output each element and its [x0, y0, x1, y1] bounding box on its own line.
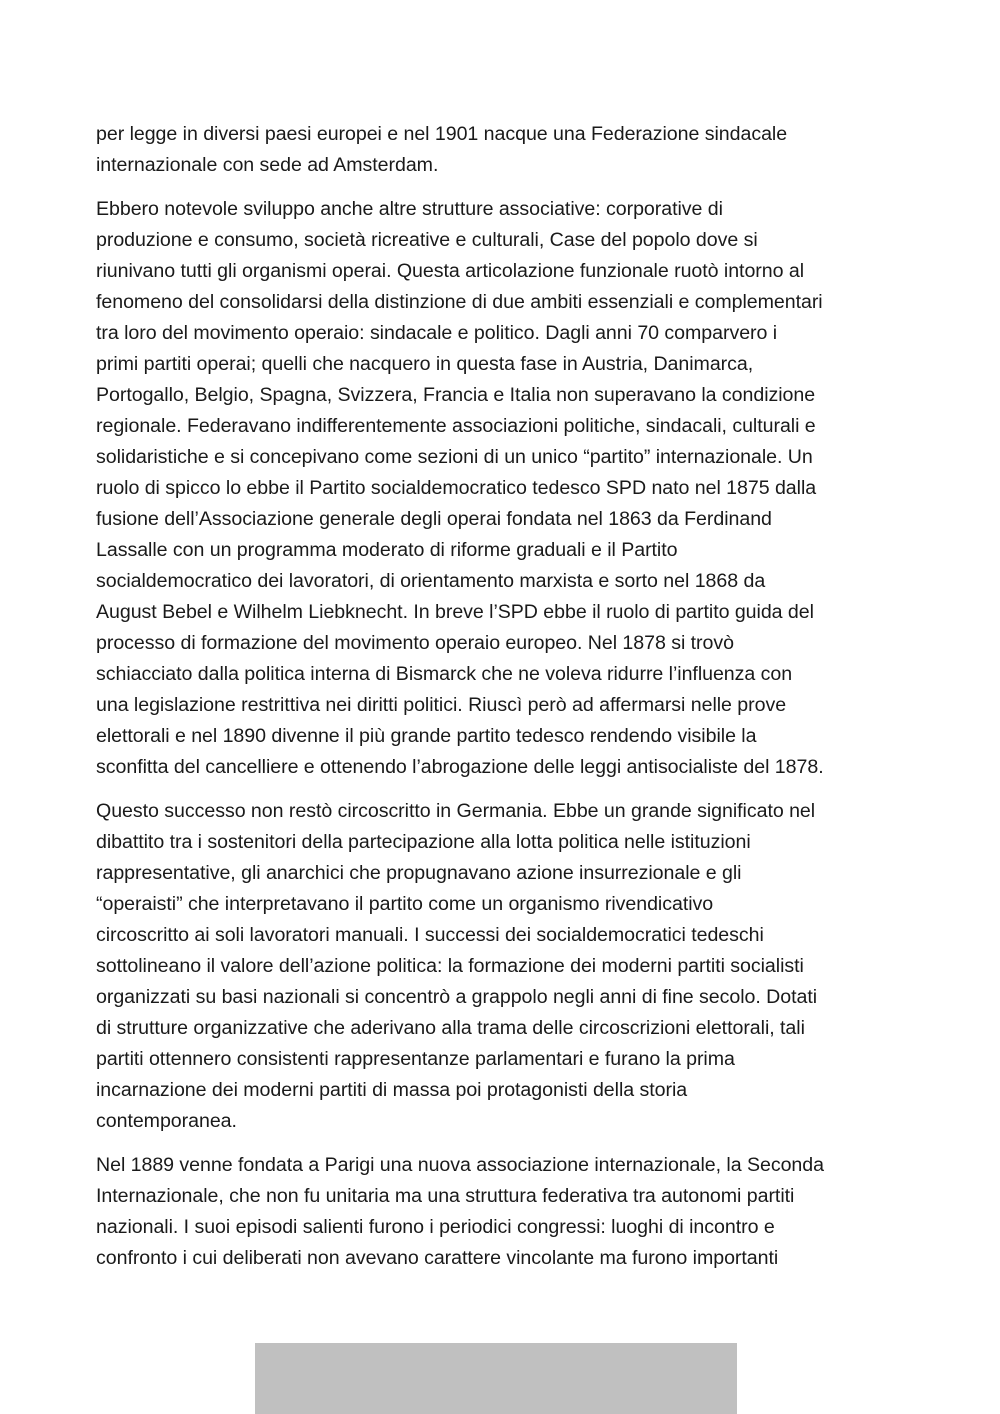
- text-line: sconfitta del cancelliere e ottenendo l’abrogazione delle leggi antisocialiste del 1878.: [96, 756, 824, 778]
- text-line: Nel 1889 venne fondata a Parigi una nuova associazione internazionale, la Seconda: [96, 1154, 824, 1176]
- document-body: [96, 119, 908, 1287]
- text-line: Ebbero notevole sviluppo anche altre strutture associative: corporative di: [96, 198, 723, 220]
- text-line: ruolo di spicco lo ebbe il Partito socialdemocratico tedesco SPD nato nel 1875 dalla: [96, 477, 817, 499]
- text-line: socialdemocratico dei lavoratori, di orientamento marxista e sorto nel 1868 da: [96, 570, 766, 592]
- text-line: sottolineano il valore dell’azione politica: la formazione dei moderni partiti socialisti: [96, 955, 804, 977]
- text-line: produzione e consumo, società ricreative e culturali, Case del popolo dove si: [96, 229, 758, 251]
- text-line: Internazionale, che non fu unitaria ma una struttura federativa tra autonomi partiti: [96, 1185, 795, 1207]
- text-line: processo di formazione del movimento operaio europeo. Nel 1878 si trovò: [96, 632, 734, 654]
- text-line: Lassalle con un programma moderato di riforme graduali e il Partito: [96, 539, 678, 561]
- text-line: August Bebel e Wilhelm Liebknecht. In breve l’SPD ebbe il ruolo di partito guida del: [96, 601, 814, 623]
- text-line: incarnazione dei moderni partiti di massa poi protagonisti della storia: [96, 1079, 688, 1101]
- paragraph-2: [96, 194, 908, 783]
- text-line: fusione dell’Associazione generale degli operai fondata nel 1863 da Ferdinand: [96, 508, 772, 530]
- text-line: regionale. Federavano indifferentemente associazioni politiche, sindacali, culturali e: [96, 415, 816, 437]
- text-line: schiacciato dalla politica interna di Bismarck che ne voleva ridurre l’influenza con: [96, 663, 793, 685]
- footer-placeholder-bar: [255, 1343, 737, 1414]
- text-line: Portogallo, Belgio, Spagna, Svizzera, Francia e Italia non superavano la condizione: [96, 384, 816, 406]
- text-line: “operaisti” che interpretavano il partito come un organismo rivendicativo: [96, 893, 714, 915]
- text-line: tra loro del movimento operaio: sindacale e politico. Dagli anni 70 comparvero i: [96, 322, 778, 344]
- text-line: fenomeno del consolidarsi della distinzione di due ambiti essenziali e complementari: [96, 291, 823, 313]
- text-line: per legge in diversi paesi europei e nel 1901 nacque una Federazione sindacale: [96, 123, 788, 145]
- text-line: di strutture organizzative che aderivano alla trama delle circoscrizioni elettorali, tali: [96, 1017, 805, 1039]
- text-line: solidaristiche e si concepivano come sezioni di un unico “partito” internazionale. Un: [96, 446, 813, 468]
- text-line: elettorali e nel 1890 divenne il più grande partito tedesco rendendo visibile la: [96, 725, 757, 747]
- text-line: una legislazione restrittiva nei diritti politici. Riuscì però ad affermarsi nelle prove: [96, 694, 787, 716]
- text-line: Questo successo non restò circoscritto in Germania. Ebbe un grande significato nel: [96, 800, 816, 822]
- text-line: internazionale con sede ad Amsterdam.: [96, 154, 439, 176]
- text-line: partiti ottennero consistenti rappresentanze parlamentari e furano la prima: [96, 1048, 735, 1070]
- text-line: organizzati su basi nazionali si concentrò a grappolo negli anni di fine secolo. Dotati: [96, 986, 818, 1008]
- text-line: confronto i cui deliberati non avevano carattere vincolante ma furono importanti: [96, 1247, 779, 1269]
- text-line: dibattito tra i sostenitori della partecipazione alla lotta politica nelle istituzioni: [96, 831, 751, 853]
- text-line: primi partiti operai; quelli che nacquero in questa fase in Austria, Danimarca,: [96, 353, 754, 375]
- text-line: nazionali. I suoi episodi salienti furono i periodici congressi: luoghi di incontro e: [96, 1216, 775, 1238]
- paragraph-1: [96, 119, 908, 181]
- text-line: rappresentative, gli anarchici che propugnavano azione insurrezionale e gli: [96, 862, 742, 884]
- paragraph-3: [96, 796, 908, 1137]
- text-line: circoscritto ai soli lavoratori manuali. I successi dei socialdemocratici tedeschi: [96, 924, 764, 946]
- paragraph-4: [96, 1150, 908, 1274]
- text-line: contemporanea.: [96, 1110, 237, 1132]
- text-line: riunivano tutti gli organismi operai. Questa articolazione funzionale ruotò intorno al: [96, 260, 805, 282]
